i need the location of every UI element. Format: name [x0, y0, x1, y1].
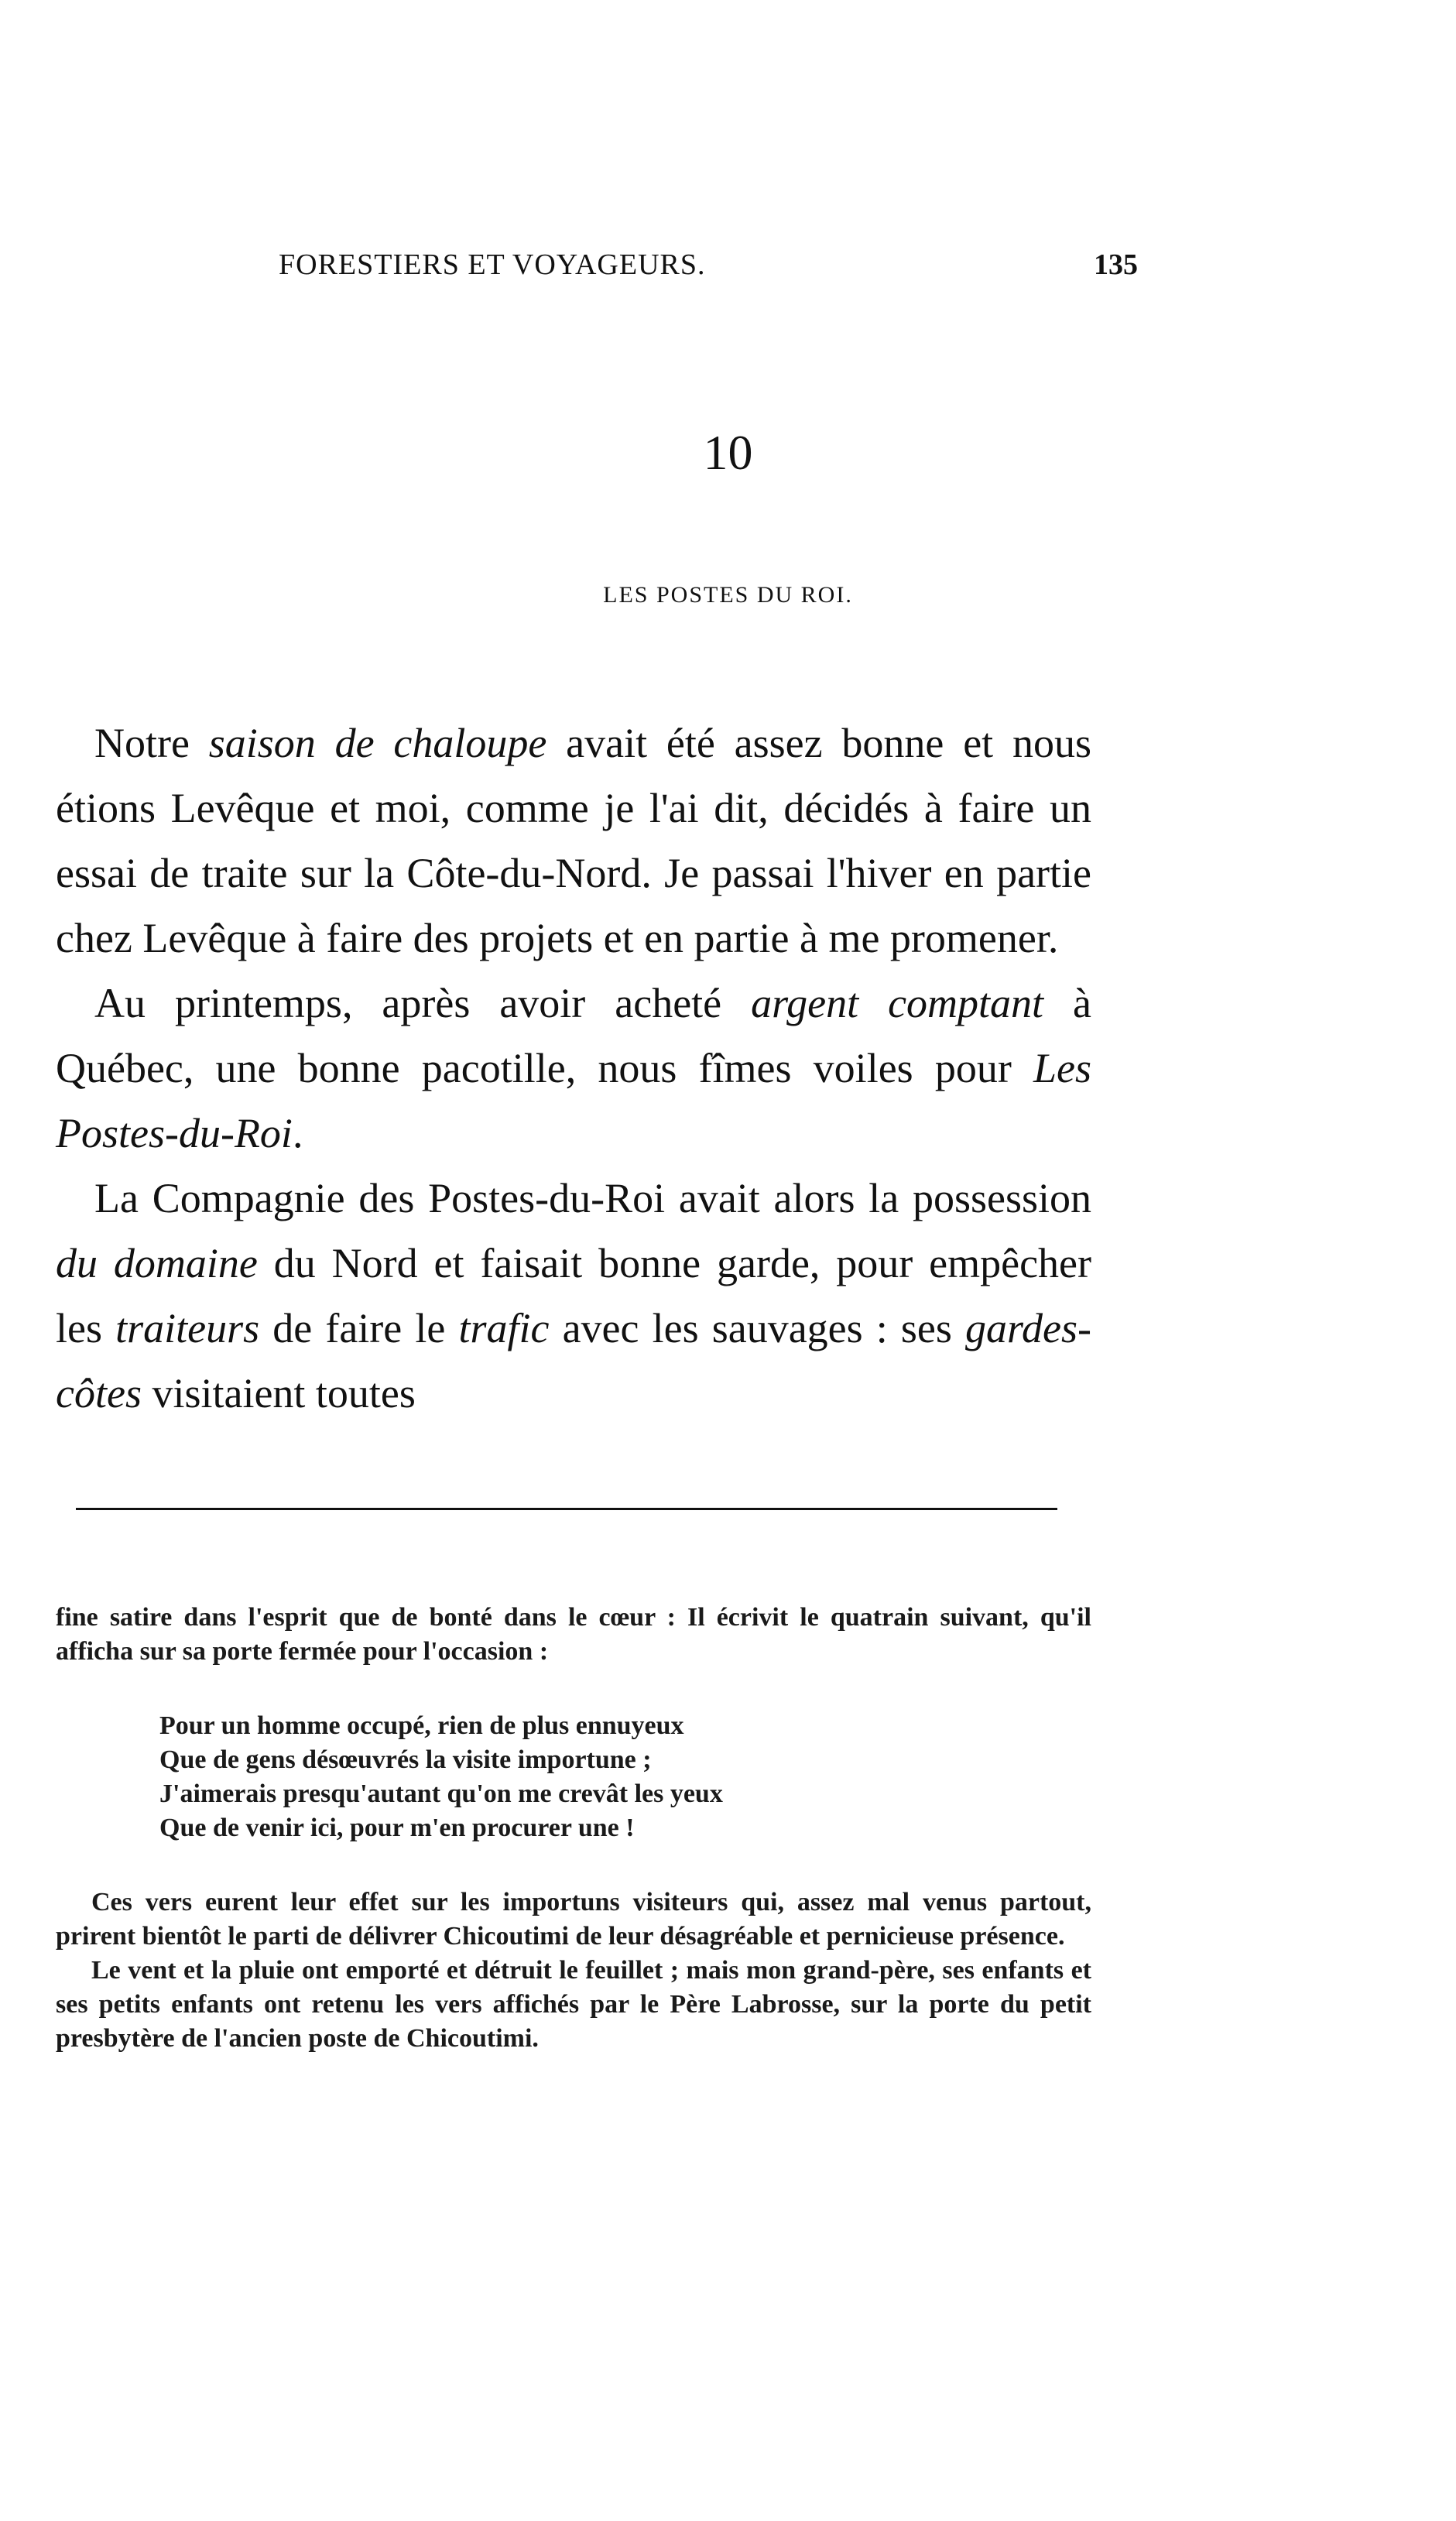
italic-phrase: du domaine	[56, 1240, 258, 1286]
verse-line: Que de gens désœuvrés la visite importune ;	[159, 1745, 652, 1774]
italic-phrase: gardes-côtes	[56, 1305, 1091, 1416]
paragraph-3	[56, 1166, 1091, 1426]
paragraph-2	[56, 971, 1091, 1166]
text-span: La Compagnie des Postes-du-Roi avait alors la possession	[94, 1175, 1091, 1221]
text-span: Notre	[94, 720, 209, 766]
italic-phrase: argent comptant	[751, 980, 1044, 1026]
footnote-paragraph-3: Le vent et la pluie ont emporté et détruit le feuillet ; mais mon grand-père, ses enfants et ses petits enfants ont retenu les vers affichés par le Père Labrosse, sur la porte du petit presbytère de l'ancien poste de Chicoutimi.	[56, 1956, 1091, 2053]
text-span: avait été assez bonne et nous étions Levêque et moi, comme je l'ai dit, décidés à faire un essai de traite sur la Côte-du-Nord. Je passai l'hiver en partie chez Levêque à faire des projets et en partie à me promener.	[56, 720, 1091, 961]
verse-line: Pour un homme occupé, rien de plus ennuyeux	[159, 1711, 684, 1740]
quatrain	[159, 1709, 1091, 1845]
italic-phrase: traiteurs	[115, 1305, 260, 1351]
italic-phrase: Les Postes-du-Roi	[56, 1045, 1091, 1156]
verse-line: J'aimerais presqu'autant qu'on me crevât les yeux	[159, 1779, 723, 1808]
paragraph-1	[56, 711, 1091, 971]
chapter-title: LES POSTES DU ROI.	[603, 582, 853, 608]
text-span: du Nord et faisait bonne garde, pour empêcher les	[56, 1240, 1092, 1351]
italic-phrase: trafic	[458, 1305, 550, 1351]
verse-line: Que de venir ici, pour m'en procurer une !	[159, 1814, 635, 1842]
text-span: à Québec, une bonne pacotille, nous fîmes voiles pour	[56, 980, 1092, 1091]
footnote-rule	[76, 1508, 1057, 1510]
footnote	[56, 1601, 1091, 2056]
text-span: avec les sauvages : ses	[549, 1305, 966, 1351]
text-span: visitaient toutes	[141, 1370, 416, 1416]
footnote-paragraph-2: Ces vers eurent leur effet sur les importuns visiteurs qui, assez mal venus partout, prirent bientôt le parti de délivrer Chicoutimi de leur désagréable et pernicieuse présence.	[56, 1888, 1091, 1951]
running-head	[279, 248, 1138, 294]
text-span: de faire le	[259, 1305, 459, 1351]
text-span: Au printemps, après avoir acheté	[94, 980, 752, 1026]
italic-phrase: saison de chaloupe	[208, 720, 547, 766]
chapter-number: 10	[703, 425, 753, 480]
main-text	[56, 711, 1091, 1426]
text-span: .	[292, 1110, 303, 1156]
page-number: 135	[1094, 248, 1138, 281]
footnote-intro: fine satire dans l'esprit que de bonté dans le cœur : Il écrivit le quatrain suivant, qu'il afficha sur sa porte fermée pour l'occasion :	[56, 1603, 1091, 1666]
running-title: FORESTIERS ET VOYAGEURS.	[279, 248, 706, 281]
